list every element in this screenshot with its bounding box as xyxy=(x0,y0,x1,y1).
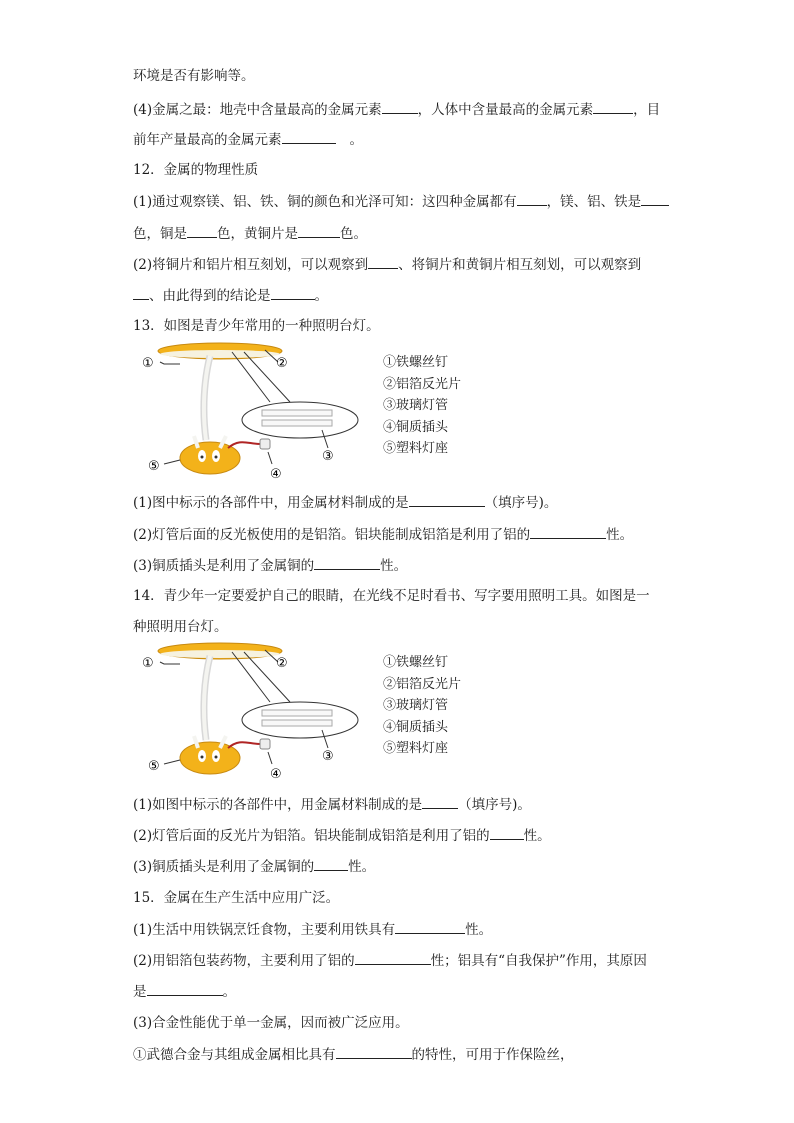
q12-1-line2 xyxy=(133,225,367,242)
text: (3)合金性能优于单一金属，因而被广泛应用。 xyxy=(133,1015,409,1031)
text: 色。 xyxy=(340,226,367,242)
answer-blank[interactable] xyxy=(355,952,431,965)
q12-2-line xyxy=(133,256,641,273)
text: 15．金属在生产生活中应用广泛。 xyxy=(133,890,340,906)
text: 性；铝具有“自我保护”作用，其原因 xyxy=(430,953,647,969)
text: ，目 xyxy=(633,102,661,118)
q14-2-line xyxy=(133,827,551,844)
answer-blank[interactable] xyxy=(298,225,340,238)
text: (2)灯管后面的反光片为铝箔。铝块能制成铝箔是利用了铝的 xyxy=(133,828,490,844)
text: 、由此得到的结论是 xyxy=(149,288,271,304)
q13-2-line xyxy=(133,526,633,543)
question-15-title xyxy=(133,890,339,906)
callout-label-5: ⑤ xyxy=(148,459,160,474)
q12-1-line xyxy=(133,193,669,210)
legend-item: ④铜质插头 xyxy=(383,419,449,435)
text: (4)金属之最：地壳中含量最高的金属元素 xyxy=(133,102,382,118)
figure1-legend xyxy=(383,352,461,460)
callout-label-1: ① xyxy=(142,356,154,371)
q11-4-line2 xyxy=(133,131,363,148)
text: 。 xyxy=(349,132,363,148)
text: （填序号)。 xyxy=(484,495,558,511)
text: (1)图中标示的各部件中，用金属材料制成的是 xyxy=(133,495,409,511)
callout-label-3: ③ xyxy=(322,749,334,764)
callout-label-4: ④ xyxy=(270,767,282,780)
text: (3)铜质插头是利用了金属铜的 xyxy=(133,859,315,875)
text: 14．青少年一定要爱护自己的眼睛，在光线不足时看书、写字要用照明工具。如图是一 xyxy=(133,588,650,604)
legend-item: ④铜质插头 xyxy=(383,719,449,735)
legend-item: ②铝箔反光片 xyxy=(383,676,462,692)
answer-blank[interactable] xyxy=(395,921,465,934)
legend-item: ⑤塑料灯座 xyxy=(383,441,449,456)
question-13-title xyxy=(133,318,380,334)
legend-item: ①铁螺丝钉 xyxy=(383,355,449,370)
text: 的特性，可用于作保险丝， xyxy=(411,1047,574,1063)
text: ，镁、铝、铁是 xyxy=(546,194,642,210)
text: (2)灯管后面的反光板使用的是铝箔。铝块能制成铝箔是利用了铝的 xyxy=(133,527,531,543)
text: ①武德合金与其组成金属相比具有 xyxy=(133,1047,336,1063)
callout-label-1: ① xyxy=(142,656,154,671)
text: 性。 xyxy=(606,527,634,543)
answer-blank[interactable] xyxy=(368,256,398,269)
text: 、将铜片和黄铜片相互刻划，可以观察到 xyxy=(398,257,642,273)
desk-lamp-figure xyxy=(140,340,380,480)
answer-blank[interactable] xyxy=(282,131,336,144)
callout-label-2: ② xyxy=(276,356,288,371)
q14-1-line xyxy=(133,796,531,813)
text: 是 xyxy=(133,984,147,1000)
q13-1-line xyxy=(133,494,557,511)
answer-blank[interactable] xyxy=(517,193,547,206)
answer-blank[interactable] xyxy=(530,526,606,539)
text: 前年产量最高的金属元素 xyxy=(133,132,282,148)
callout-label-3: ③ xyxy=(322,449,334,464)
callout-label-2: ② xyxy=(276,656,288,671)
q15-2-line2 xyxy=(133,983,236,1000)
q12-2-line2 xyxy=(133,287,328,304)
q15-3-line xyxy=(133,1015,409,1031)
text: 12．金属的物理性质 xyxy=(133,162,259,178)
answer-blank[interactable] xyxy=(314,858,348,871)
answer-blank[interactable] xyxy=(641,193,669,206)
legend-item: ③玻璃灯管 xyxy=(383,698,449,713)
desk-lamp-figure-2 xyxy=(140,640,380,780)
answer-blank[interactable] xyxy=(314,557,380,570)
answer-blank[interactable] xyxy=(336,1046,412,1059)
question-12-title xyxy=(133,162,258,178)
text: 。 xyxy=(314,288,328,304)
answer-blank[interactable] xyxy=(422,796,458,809)
text: (1)通过观察镁、铝、铁、铜的颜色和光泽可知：这四种金属都有 xyxy=(133,194,517,210)
legend-item: ①铁螺丝钉 xyxy=(383,655,449,670)
legend-item: ②铝箔反光片 xyxy=(383,376,462,392)
text: (2)将铜片和铝片相互刻划，可以观察到 xyxy=(133,257,369,273)
question-14-title2 xyxy=(133,619,228,635)
text: 13．如图是青少年常用的一种照明台灯。 xyxy=(133,318,380,334)
answer-blank[interactable] xyxy=(271,287,315,300)
text: 性。 xyxy=(380,558,408,574)
text: 色，铜是 xyxy=(133,226,187,242)
q15-3-1-line xyxy=(133,1046,574,1063)
legend-item: ③玻璃灯管 xyxy=(383,398,449,413)
answer-blank[interactable] xyxy=(147,983,223,996)
answer-blank[interactable] xyxy=(382,101,418,114)
text: (1)生活中用铁锅烹饪食物，主要利用铁具有 xyxy=(133,922,396,938)
text: (1)如图中标示的各部件中，用金属材料制成的是 xyxy=(133,797,423,813)
answer-blank[interactable] xyxy=(133,287,149,300)
legend-item: ⑤塑料灯座 xyxy=(383,741,449,756)
answer-blank[interactable] xyxy=(409,494,485,507)
text: (2)用铝箔包装药物，主要利用了铝的 xyxy=(133,953,355,969)
text: ，人体中含量最高的金属元素 xyxy=(417,102,594,118)
text: 环境是否有影响等。 xyxy=(133,68,255,84)
q15-2-line xyxy=(133,952,647,969)
answer-blank[interactable] xyxy=(187,225,217,238)
q11-4-line xyxy=(133,101,660,118)
q15-1-line xyxy=(133,921,492,938)
answer-blank[interactable] xyxy=(593,101,633,114)
q13-3-line xyxy=(133,557,407,574)
text: 。 xyxy=(222,984,236,1000)
text: （填序号)。 xyxy=(458,797,531,813)
text: 性。 xyxy=(465,922,493,938)
text: 种照明用台灯。 xyxy=(133,619,228,635)
text: 性。 xyxy=(523,828,551,844)
question-14-title xyxy=(133,588,650,604)
callout-label-5: ⑤ xyxy=(148,759,160,774)
text: 性。 xyxy=(348,859,376,875)
answer-blank[interactable] xyxy=(490,827,524,840)
figure2-legend xyxy=(383,652,461,760)
text: (3)铜质插头是利用了金属铜的 xyxy=(133,558,315,574)
callout-label-4: ④ xyxy=(270,467,282,480)
text: 色，黄铜片是 xyxy=(217,226,298,242)
q14-3-line xyxy=(133,858,375,875)
text-line xyxy=(133,68,255,84)
